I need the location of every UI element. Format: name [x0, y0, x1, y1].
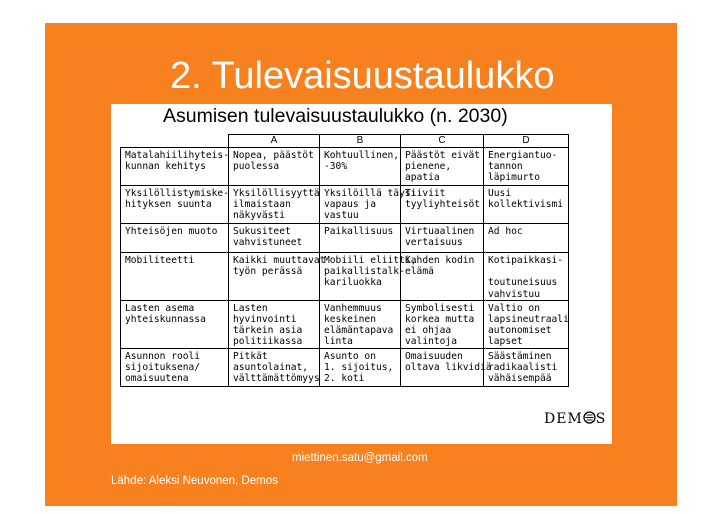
- cell-text-line: Virtuaalinen: [405, 226, 475, 237]
- cell-text-line: Mobiili eliitti,: [324, 255, 417, 266]
- cell-text-line: Omaisuuden: [405, 350, 463, 362]
- cell-text-line: tärkein asia: [233, 325, 303, 337]
- cell-text-line: läpimurto: [488, 172, 540, 184]
- table-row: [121, 348, 569, 386]
- cell-text-line: tannon: [488, 161, 523, 173]
- cell-text-line: tyyliyhteisöt: [405, 199, 481, 211]
- table-cell-d: [484, 348, 569, 386]
- cell-text-line: vähäisempää: [488, 373, 552, 385]
- table-cell-b: [320, 148, 401, 186]
- cell-text-line: valintoja: [405, 336, 457, 348]
- table-row: [121, 148, 569, 186]
- cell-text-line: Yksilöllistymiske-: [125, 188, 229, 199]
- cell-text-line: näkyvästi: [233, 210, 285, 222]
- column-header-d: D: [484, 135, 569, 148]
- row-label-cell: [121, 300, 229, 348]
- table-title: Asumisen tulevaisuustaulukko (n. 2030): [163, 105, 508, 127]
- cell-text-line: yhteiskunnassa: [125, 314, 206, 326]
- cell-text-line: Kahden kodin: [405, 255, 475, 266]
- cell-text-line: Mobiliteetti: [125, 255, 195, 266]
- source-credit: Lähde: Aleksi Neuvonen, Demos: [111, 475, 278, 487]
- cell-text-line: 2. koti: [324, 373, 365, 385]
- table-row: [121, 186, 569, 224]
- cell-text-line: lapset: [488, 336, 523, 348]
- cell-text-line: Lasten asema: [125, 302, 195, 314]
- table-cell-d: [484, 186, 569, 224]
- cell-text-line: Kotipaikkasi-: [488, 255, 564, 266]
- cell-text-line: Kohtuullinen,: [324, 150, 400, 161]
- cell-text-line: ei ohjaa: [405, 325, 452, 337]
- cell-text-line: hityksen suunta: [125, 199, 212, 211]
- table-cell-c: [401, 348, 492, 386]
- table-row: [121, 253, 569, 301]
- table-row: [121, 300, 569, 348]
- header-row: [121, 135, 569, 148]
- cell-text-line: keskeinen: [324, 314, 376, 326]
- header-corner: [121, 135, 229, 148]
- cell-text-line: omaisuutena: [125, 373, 189, 385]
- cell-text-line: autonomiset: [488, 325, 552, 337]
- cell-text-line: korkea mutta: [405, 314, 475, 326]
- cell-text-line: Tiiviit: [405, 188, 446, 199]
- table-cell-a: [229, 224, 320, 253]
- demos-logo: DEM S: [544, 411, 607, 427]
- table-cell-d: [484, 253, 569, 301]
- cell-text-line: radikaalisti: [488, 361, 558, 373]
- table-cell-b: [320, 253, 417, 301]
- cell-text-line: sijoituksena/: [125, 361, 201, 373]
- cell-text-line: vapaus ja: [324, 199, 376, 211]
- table-row: [121, 224, 569, 253]
- table-cell-c: [401, 186, 484, 224]
- column-header-c: C: [401, 135, 484, 148]
- cell-text-line: kariluokka: [324, 277, 382, 289]
- cell-text-line: vahvistuneet: [233, 237, 303, 249]
- table-cell-b: [320, 348, 401, 386]
- cell-text-line: Yksilöillä täysi: [324, 188, 417, 199]
- table-cell-a: [229, 253, 326, 301]
- table-cell-d: [484, 300, 569, 348]
- cell-text-line: linta: [324, 336, 353, 348]
- table-cell-a: [229, 186, 320, 224]
- row-label-cell: [121, 186, 229, 224]
- cell-text-line: vahvistuu: [488, 288, 540, 300]
- table-cell-c: [401, 224, 484, 253]
- table-cell-a: [229, 348, 320, 386]
- row-label-cell: [121, 348, 229, 386]
- cell-text-line: Säästäminen: [488, 350, 552, 362]
- cell-text-line: välttämättömyys: [233, 373, 320, 385]
- cell-text-line: Symbolisesti: [405, 302, 475, 314]
- cell-text-line: politiikassa: [233, 336, 303, 348]
- cell-text-line: toutuneisuus: [488, 277, 558, 289]
- cell-text-line: Nopea, päästöt: [233, 150, 314, 161]
- cell-text-line: Yhteisöjen muoto: [125, 226, 218, 237]
- cell-text-line: Sukusiteet: [233, 226, 291, 237]
- cell-text-line: Pitkät: [233, 350, 268, 362]
- cell-text-line: kunnan kehitys: [125, 161, 206, 173]
- cell-text-line: Valtio on: [488, 302, 540, 314]
- cell-text-line: Asunto on: [324, 350, 376, 362]
- cell-text-line: vastuu: [324, 210, 359, 222]
- cell-text-line: Matalahiilihyteis-: [125, 150, 229, 161]
- cell-text-line: [488, 266, 564, 277]
- cell-text-line: vertaisuus: [405, 237, 463, 249]
- cell-text-line: Uusi: [488, 188, 512, 199]
- row-label-cell: [121, 148, 229, 186]
- column-header-b: B: [320, 135, 401, 148]
- cell-text-line: elämä: [405, 266, 434, 278]
- row-label-cell: [121, 224, 229, 253]
- slide-title: 2. Tulevaisuustaulukko: [170, 55, 555, 97]
- cell-text-line: Päästöt eivät: [405, 150, 481, 161]
- table-cell-b: [320, 224, 401, 253]
- cell-text-line: oltava likvidiä: [405, 361, 492, 373]
- cell-text-line: asuntolainat,: [233, 361, 309, 373]
- demos-logo-o-icon: [583, 411, 596, 424]
- cell-text-line: kollektivismi: [488, 199, 564, 211]
- cell-text-line: Yksilöllisyyttä: [233, 188, 320, 199]
- cell-text-line: 1. sijoitus,: [324, 361, 394, 373]
- cell-text-line: pienene,: [405, 161, 452, 173]
- column-header-a: A: [229, 135, 320, 148]
- cell-text-line: Kaikki muuttavat: [233, 255, 326, 266]
- table-cell-b: [320, 300, 401, 348]
- cell-text-line: ilmaistaan: [233, 199, 291, 211]
- cell-text-line: Energiantuo-: [488, 150, 558, 161]
- cell-text-line: -30%: [324, 161, 348, 173]
- cell-text-line: lapsineutraali: [488, 314, 569, 326]
- table-cell-c: [401, 253, 484, 301]
- table-cell-c: [401, 300, 484, 348]
- contact-email: miettinen.satu@gmail.com: [292, 452, 428, 464]
- table-cell-a: [229, 148, 320, 186]
- table-cell-a: [229, 300, 320, 348]
- cell-text-line: työn perässä: [233, 266, 303, 278]
- cell-text-line: elämäntapava: [324, 325, 394, 337]
- table-cell-d: [484, 224, 569, 253]
- cell-text-line: Ad hoc: [488, 226, 523, 237]
- cell-text-line: puolessa: [233, 161, 280, 173]
- row-label-cell: [121, 253, 229, 301]
- cell-text-line: apatia: [405, 172, 440, 184]
- table-cell-d: [484, 148, 569, 186]
- cell-text-line: Lasten: [233, 302, 268, 314]
- cell-text-line: Paikallisuus: [324, 226, 394, 237]
- cell-text-line: Asunnon rooli: [125, 350, 201, 362]
- cell-text-line: paikallistalk-: [324, 266, 405, 278]
- table-cell-c: [401, 148, 484, 186]
- table-cell-b: [320, 186, 417, 224]
- cell-text-line: hyvinvointi: [233, 314, 297, 326]
- cell-text-line: Vanhemmuus: [324, 302, 382, 314]
- future-table: [120, 134, 569, 387]
